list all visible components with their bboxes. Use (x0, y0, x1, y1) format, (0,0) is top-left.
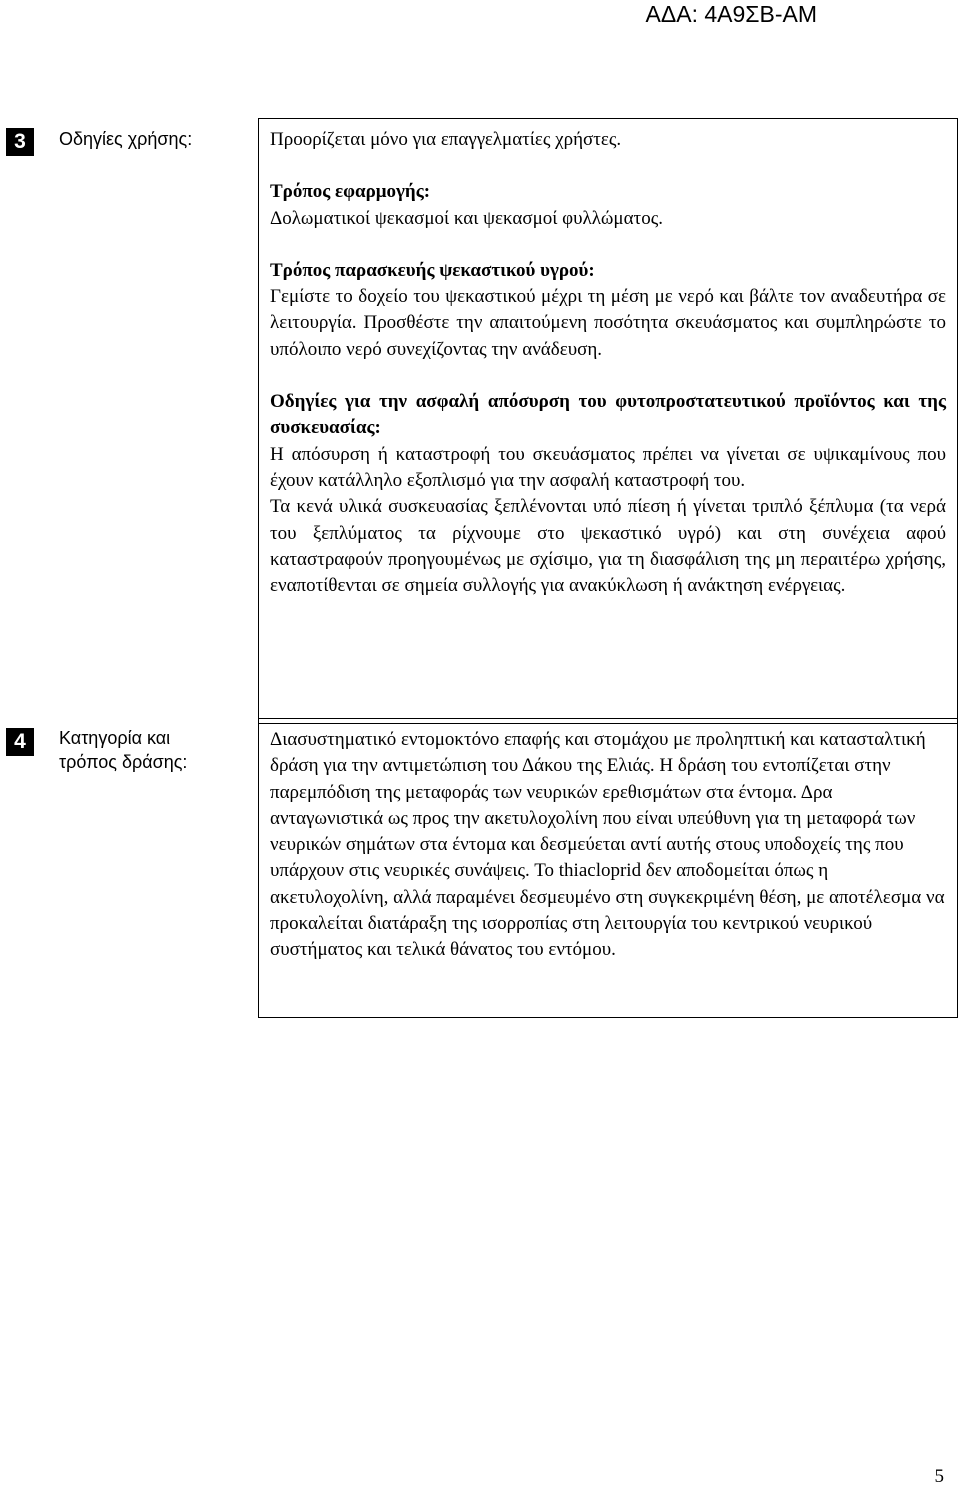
section-3-label: Οδηγίες χρήσης: (59, 129, 193, 149)
disposal-heading: Οδηγίες για την ασφαλή απόσυρση του φυτοπροστατευτικού προϊόντος και της συσκευασίας: (270, 391, 946, 439)
section-4-label (59, 726, 187, 774)
preparation-text: Γεμίστε το δοχείο του ψεκαστικού μέχρι τη μέση με νερό και βάλτε τον αναδευτήρα σε λειτουργία. Προσθέστε την απαιτούμενη ποσότητα σκευάσματος και συμπληρώστε το υπόλοιπο νερό συνεχίζοντας την ανάδευση. (270, 286, 946, 360)
section-3-box (258, 118, 958, 724)
application-text: Δολωματικοί ψεκασμοί και ψεκασμοί φυλλώματος. (270, 207, 663, 229)
page-number: 5 (934, 1466, 944, 1487)
section-4-box (258, 718, 958, 1018)
ada-code: ΑΔΑ: 4Α9ΣΒ-ΑΜ (645, 1, 817, 27)
disposal-text-2: Τα κενά υλικά συσκευασίας ξεπλένονται υπό πίεση ή γίνεται τριπλό ξέπλυμα (τα νερά του ξεπλύματος τα ρίχνουμε στο ψεκαστικό υγρό) και στη συνέχεια αφού καταστραφούν προηγουμένως με σχίσιμο, για τη διασφάλιση της μη περαιτέρω χρήσης, εναποτίθενται σε σημεία συλλογής για ανακύκλωση ή ανάκτηση ενέργειας. (270, 496, 946, 597)
application-heading: Τρόπος εφαρμογής: (270, 181, 431, 203)
section-4-label-line1: Κατηγορία και (59, 728, 171, 748)
preparation-heading: Τρόπος παρασκευής ψεκαστικού υγρού: (270, 259, 595, 281)
action-text: Διασυστηματικό εντομοκτόνο επαφής και στομάχου με προληπτική και κατασταλτική δράση για την αντιμετώπιση του Δάκου της Ελιάς. Η δράση του εντοπίζεται στην παρεμπόδιση της μεταφοράς των νευρικών ερεθισμάτων στα έντομα. Δρα ανταγωνιστικά ως προς την ακετυλοχολίνη που είναι υπεύθυνη για τη μεταφορά των νευρικών σημάτων στα έντομα και δεσμεύεται αντί αυτής στους υποδοχείς της που υπάρχουν στις νευρικές συνάψεις. Το thiacloprid δεν αποδομείται όπως η ακετυλοχολίνη, αλλά παραμένει δεσμευμένο στη συγκεκριμένη θέση, με αποτέλεσμα να προκαλείται διατάραξη της ισορροπίας στη λειτουργία του κεντρικού νευρικού συστήματος και τελικά θάνατος του εντόμου. (270, 729, 945, 961)
disposal-text-1: Η απόσυρση ή καταστροφή του σκευάσματος πρέπει να γίνεται σε υψικαμίνους που έχουν κατάλληλο εξοπλισμό για την ασφαλή καταστροφή του. (270, 443, 946, 491)
section-4-number: 4 (6, 728, 34, 756)
intro-text: Προορίζεται μόνο για επαγγελματίες χρήστες. (270, 129, 622, 150)
section-4-label-line2: τρόπος δράσης: (59, 752, 188, 772)
section-3-number: 3 (6, 128, 34, 156)
